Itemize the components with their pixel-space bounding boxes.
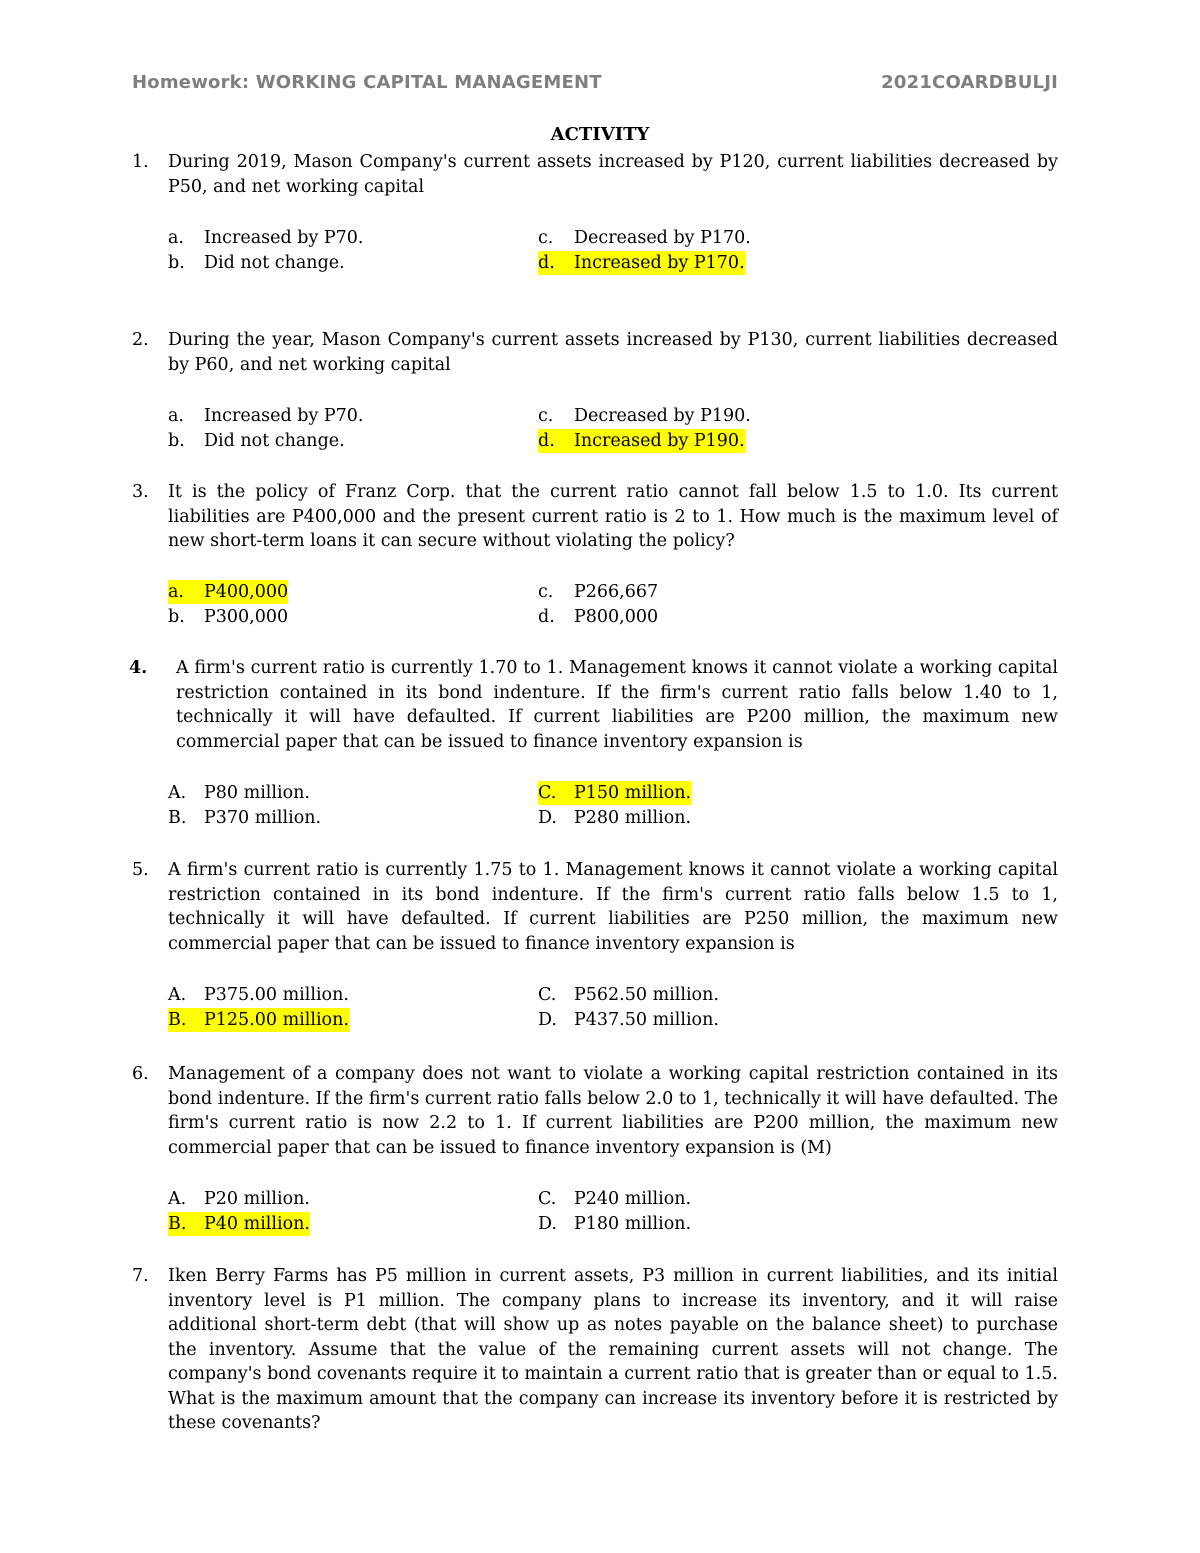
option-text: Increased by P170. bbox=[574, 253, 745, 273]
question-text: Iken Berry Farms has P5 million in current assets, P3 million in current liabilities, and its initial inventory level is P1 million. The company plans to increase its inventory, and it will raise additional short-term debt (that will show up as notes payable on the balance sheet) to purchase the inventory. Assume that the value of the remaining current assets will not change. The company's bond covenants require it to maintain a current ratio that is greater than or equal to 1.5. What is the maximum amount that the company can increase its inventory before it is restricted by these covenants? bbox=[168, 1266, 1058, 1433]
option-label: d. bbox=[538, 253, 555, 273]
option-text: P437.50 million. bbox=[574, 1010, 719, 1030]
option-a bbox=[168, 983, 349, 1007]
option-c bbox=[538, 1187, 691, 1211]
option-text: P150 million. bbox=[574, 783, 692, 803]
header-title: Homework: WORKING CAPITAL MANAGEMENT bbox=[132, 72, 602, 93]
question-text: It is the policy of Franz Corp. that the current ratio cannot fall below 1.5 to 1.0. Its current liabilities are P400,000 and the present current ratio is 2 to 1. How much is the maximum level of new short-term loans it can secure without violating the policy? bbox=[168, 482, 1058, 551]
option-d bbox=[538, 806, 691, 830]
option-label: b. bbox=[168, 607, 185, 627]
question-number: 7. bbox=[132, 1266, 149, 1286]
question-text: A firm's current ratio is currently 1.75 to 1. Management knows it cannot violate a working capital restriction contained in its bond indenture. If the firm's current ratio falls below 1.5 to 1, technically it will have defaulted. If current liabilities are P250 million, the maximum new commercial paper that can be issued to finance inventory expansion is bbox=[168, 860, 1058, 954]
option-a-correct bbox=[168, 580, 288, 604]
question-text: During 2019, Mason Company's current assets increased by P120, current liabilities decreased by P50, and net working capital bbox=[168, 152, 1058, 197]
question-number: 2. bbox=[132, 330, 149, 350]
option-text: P20 million. bbox=[204, 1189, 310, 1209]
question-text: During the year, Mason Company's current assets increased by P130, current liabilities decreased by P60, and net working capital bbox=[168, 330, 1058, 375]
question-text: Management of a company does not want to violate a working capital restriction contained in its bond indenture. If the firm's current ratio falls below 2.0 to 1, technically it will have defaulted. The firm's current ratio is now 2.2 to 1. If current liabilities are P200 million, the maximum new commercial paper that can be issued to finance inventory expansion is (M) bbox=[168, 1064, 1058, 1158]
option-d bbox=[538, 1212, 691, 1236]
option-text: P300,000 bbox=[204, 607, 289, 627]
option-label: d. bbox=[538, 431, 555, 451]
option-text: Increased by P190. bbox=[574, 431, 745, 451]
option-label: c. bbox=[538, 228, 554, 248]
option-label: A. bbox=[168, 783, 187, 803]
option-text: P180 million. bbox=[574, 1214, 692, 1234]
option-text: P240 million. bbox=[574, 1189, 692, 1209]
option-text: Decreased by P170. bbox=[574, 228, 751, 248]
option-text: Did not change. bbox=[204, 431, 345, 451]
option-text: P80 million. bbox=[204, 783, 310, 803]
option-label: a. bbox=[168, 406, 184, 426]
option-c bbox=[538, 226, 751, 250]
option-b bbox=[168, 806, 321, 830]
option-text: Decreased by P190. bbox=[574, 406, 751, 426]
option-text: Increased by P70. bbox=[204, 406, 364, 426]
option-b-correct bbox=[168, 1212, 310, 1236]
option-d bbox=[538, 605, 658, 629]
option-c bbox=[538, 404, 751, 428]
question-text: A firm's current ratio is currently 1.70 to 1. Management knows it cannot violate a working capital restriction contained in its bond indenture. If the firm's current ratio falls below 1.40 to 1, technically it will have defaulted. If current liabilities are P200 million, the maximum new commercial paper that can be issued to finance inventory expansion is bbox=[176, 658, 1058, 752]
option-label: D. bbox=[538, 1010, 557, 1030]
option-c-correct bbox=[538, 781, 691, 805]
option-label: c. bbox=[538, 582, 554, 602]
option-label: C. bbox=[538, 783, 557, 803]
option-label: B. bbox=[168, 1010, 187, 1030]
option-label: C. bbox=[538, 985, 557, 1005]
option-label: a. bbox=[168, 582, 184, 602]
option-text: Did not change. bbox=[204, 253, 345, 273]
option-label: B. bbox=[168, 808, 187, 828]
option-a bbox=[168, 781, 310, 805]
option-text: P125.00 million. bbox=[204, 1010, 349, 1030]
page-header bbox=[132, 72, 1058, 93]
option-c bbox=[538, 580, 658, 604]
option-label: D. bbox=[538, 1214, 557, 1234]
option-label: b. bbox=[168, 253, 185, 273]
option-label: b. bbox=[168, 431, 185, 451]
option-d bbox=[538, 1008, 719, 1032]
option-label: C. bbox=[538, 1189, 557, 1209]
header-code: 2021COARDBULJI bbox=[881, 72, 1058, 93]
option-label: a. bbox=[168, 228, 184, 248]
option-a bbox=[168, 404, 364, 428]
option-b bbox=[168, 429, 345, 453]
option-b-correct bbox=[168, 1008, 349, 1032]
option-text: P375.00 million. bbox=[204, 985, 349, 1005]
option-c bbox=[538, 983, 719, 1007]
option-label: B. bbox=[168, 1214, 187, 1234]
option-text: Increased by P70. bbox=[204, 228, 364, 248]
option-text: P400,000 bbox=[204, 582, 289, 602]
option-text: P40 million. bbox=[204, 1214, 310, 1234]
option-label: A. bbox=[168, 985, 187, 1005]
option-text: P370 million. bbox=[204, 808, 322, 828]
option-d-correct bbox=[538, 429, 745, 453]
question-number: 3. bbox=[132, 482, 149, 502]
option-a bbox=[168, 226, 364, 250]
option-d-correct bbox=[538, 251, 745, 275]
question-number: 5. bbox=[132, 860, 149, 880]
option-label: c. bbox=[538, 406, 554, 426]
option-text: P266,667 bbox=[574, 582, 659, 602]
option-label: d. bbox=[538, 607, 555, 627]
option-b bbox=[168, 251, 345, 275]
activity-title: ACTIVITY bbox=[550, 124, 650, 145]
option-b bbox=[168, 605, 288, 629]
option-text: P562.50 million. bbox=[574, 985, 719, 1005]
option-label: D. bbox=[538, 808, 557, 828]
option-text: P280 million. bbox=[574, 808, 692, 828]
question-number: 1. bbox=[132, 152, 149, 172]
question-number: 6. bbox=[132, 1064, 149, 1084]
option-a bbox=[168, 1187, 310, 1211]
question-number: 4. bbox=[129, 658, 148, 678]
option-text: P800,000 bbox=[574, 607, 659, 627]
option-label: A. bbox=[168, 1189, 187, 1209]
